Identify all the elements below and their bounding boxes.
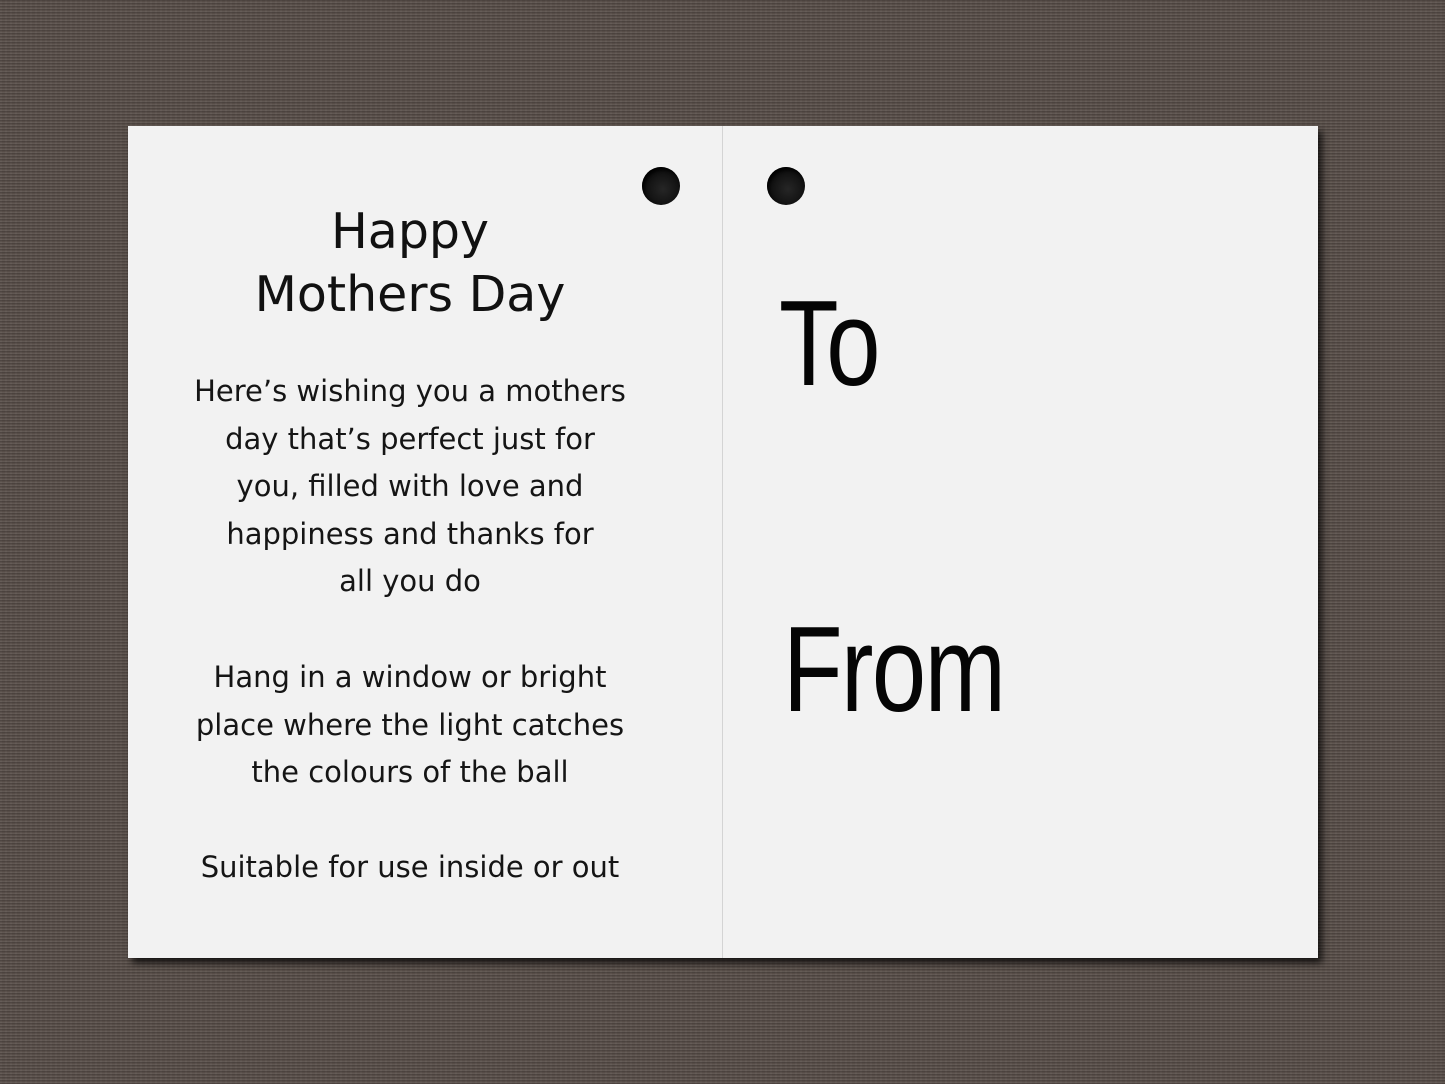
wish-message-line: day that’s perfect just for: [225, 421, 595, 456]
wish-message: [168, 368, 652, 606]
to-label: To: [779, 275, 879, 411]
hanging-instructions-line: the colours of the ball: [251, 755, 569, 790]
string-hole-right: [767, 167, 805, 205]
usage-note-line: Suitable for use inside or out: [200, 850, 620, 884]
from-label: From: [783, 601, 1005, 737]
wish-message-line: Here’s wishing you a mothers: [194, 374, 626, 408]
tag-right-panel: [723, 126, 1318, 958]
greeting-title-line: Mothers Day: [254, 266, 566, 323]
greeting-title-line: Happy: [330, 203, 490, 260]
wish-message-line: all you do: [339, 564, 481, 599]
hanging-instructions-line: place where the light catches: [195, 707, 625, 742]
greeting-title: [168, 200, 652, 326]
tag-left-panel: [128, 126, 722, 958]
gift-tag-card: [128, 126, 1318, 958]
wish-message-line: happiness and thanks for: [226, 516, 594, 551]
hanging-instructions: [168, 654, 652, 797]
usage-note: [168, 844, 652, 892]
hanging-instructions-line: Hang in a window or bright: [213, 660, 607, 694]
wish-message-line: you, filled with love and: [236, 469, 584, 504]
